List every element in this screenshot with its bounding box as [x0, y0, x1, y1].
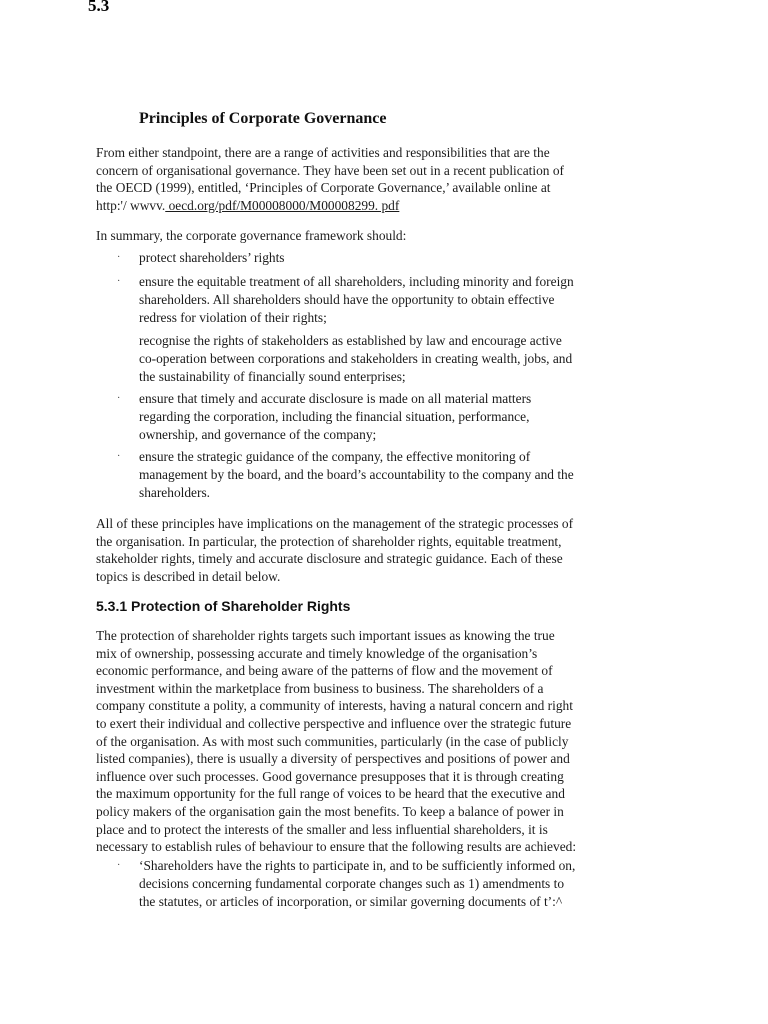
subsection-heading: 5.3.1 Protection of Shareholder Rights	[96, 598, 351, 614]
implications-line: the organisation. In particular, the protection of shareholder rights, equitable treatment,	[96, 533, 562, 549]
list-item-line: co-operation between corporations and stakeholders in creating wealth, jobs, and	[139, 350, 573, 366]
protection-line: necessary to establish rules of behaviour to ensure that the following results are achieved:	[96, 839, 577, 855]
implications-line: topics is described in detail below.	[96, 568, 281, 584]
bullet-marker: ·	[117, 451, 121, 462]
protection-line: place and to protect the interests of the smaller and less influential shareholders, it is	[96, 821, 548, 837]
protection-line: listed companies), there is usually a diversity of perspectives and positions of power and	[96, 751, 570, 767]
protection-line: the maximum opportunity for the full range of voices to be heard that the executive and	[96, 786, 565, 802]
list-item-line: recognise the rights of stakeholders as established by law and encourage active	[139, 333, 562, 348]
protection-line: The protection of shareholder rights targets such important issues as knowing the true	[96, 628, 555, 643]
list-item-line: the sustainability of financially sound enterprises;	[139, 368, 406, 384]
summary-intro-text: In summary, the corporate governance framework should:	[96, 228, 407, 243]
implications-line: stakeholder rights, timely and accurate disclosure and strategic guidance. Each of these	[96, 551, 563, 567]
intro-link-line	[96, 197, 636, 215]
protection-line: of the organisation. As with most such communities, particularly (in the case of publicly	[96, 733, 569, 749]
intro-line: concern of organisational governance. They have been set out in a recent publication of	[96, 162, 564, 178]
protection-line: company constitute a polity, a community of interests, having a natural concern and right	[96, 698, 573, 714]
intro-line: the OECD (1999), entitled, ‘Principles of Corporate Governance,’ available online at	[96, 180, 551, 196]
intro-paragraph	[96, 144, 636, 214]
section-number: 5.3	[88, 0, 110, 15]
bullet-marker: ·	[117, 276, 121, 287]
list-item-line: ensure that timely and accurate disclosure is made on all material matters	[139, 391, 532, 406]
bullet-marker: ·	[117, 252, 121, 263]
list-item-line: ‘Shareholders have the rights to participate in, and to be sufficiently informed on,	[139, 858, 576, 873]
list-item-line: redress for violation of their rights;	[139, 309, 327, 325]
list-item-line: shareholders.	[139, 484, 211, 500]
section-title: Principles of Corporate Governance	[139, 110, 387, 127]
protection-line: mix of ownership, possessing accurate and timely knowledge of the organisation’s	[96, 645, 538, 661]
protection-line: influence over such processes. Good governance presupposes that it is through creating	[96, 768, 564, 784]
protection-line: policy makers of the organisation gain the most benefits. To keep a balance of power in	[96, 803, 564, 819]
list-item-line: shareholders. All shareholders should have the opportunity to obtain effective	[139, 291, 555, 307]
bullet-marker: ·	[117, 860, 121, 871]
protection-line: to exert their individual and collective perspective and influence over the strategic future	[96, 715, 572, 731]
list-item-line: decisions concerning fundamental corporate changes such as 1) amendments to	[139, 875, 565, 891]
list-item-line: ensure the equitable treatment of all shareholders, including minority and foreign	[139, 274, 574, 289]
intro-line: From either standpoint, there are a range of activities and responsibilities that are the	[96, 145, 550, 160]
list-item-line: management by the board, and the board’s accountability to the company and the	[139, 466, 574, 482]
list-item-line: protect shareholders’ rights	[139, 250, 285, 265]
oecd-pdf-link[interactable]: oecd.org/pdf/M00008000/M00008299. pdf	[165, 197, 400, 213]
implications-paragraph	[96, 515, 636, 585]
protection-paragraph	[96, 627, 636, 856]
link-prefix: http:'/ wwvv.	[96, 197, 166, 213]
implications-line: All of these principles have implications on the management of the strategic processes of	[96, 516, 574, 531]
list-item-line: regarding the corporation, including the financial situation, performance,	[139, 408, 530, 424]
summary-intro	[96, 227, 636, 245]
protection-line: economic performance, and being aware of the patterns of flow and the movement of	[96, 663, 553, 679]
protection-line: investment within the marketplace from business to business. The shareholders of a	[96, 680, 544, 696]
list-item-line: ownership, and governance of the company;	[139, 426, 377, 442]
list-item-line: ensure the strategic guidance of the company, the effective monitoring of	[139, 449, 531, 464]
list-item-line: the statutes, or articles of incorporation, or similar governing documents of t’:^	[139, 893, 563, 909]
bullet-marker: ·	[117, 393, 121, 404]
